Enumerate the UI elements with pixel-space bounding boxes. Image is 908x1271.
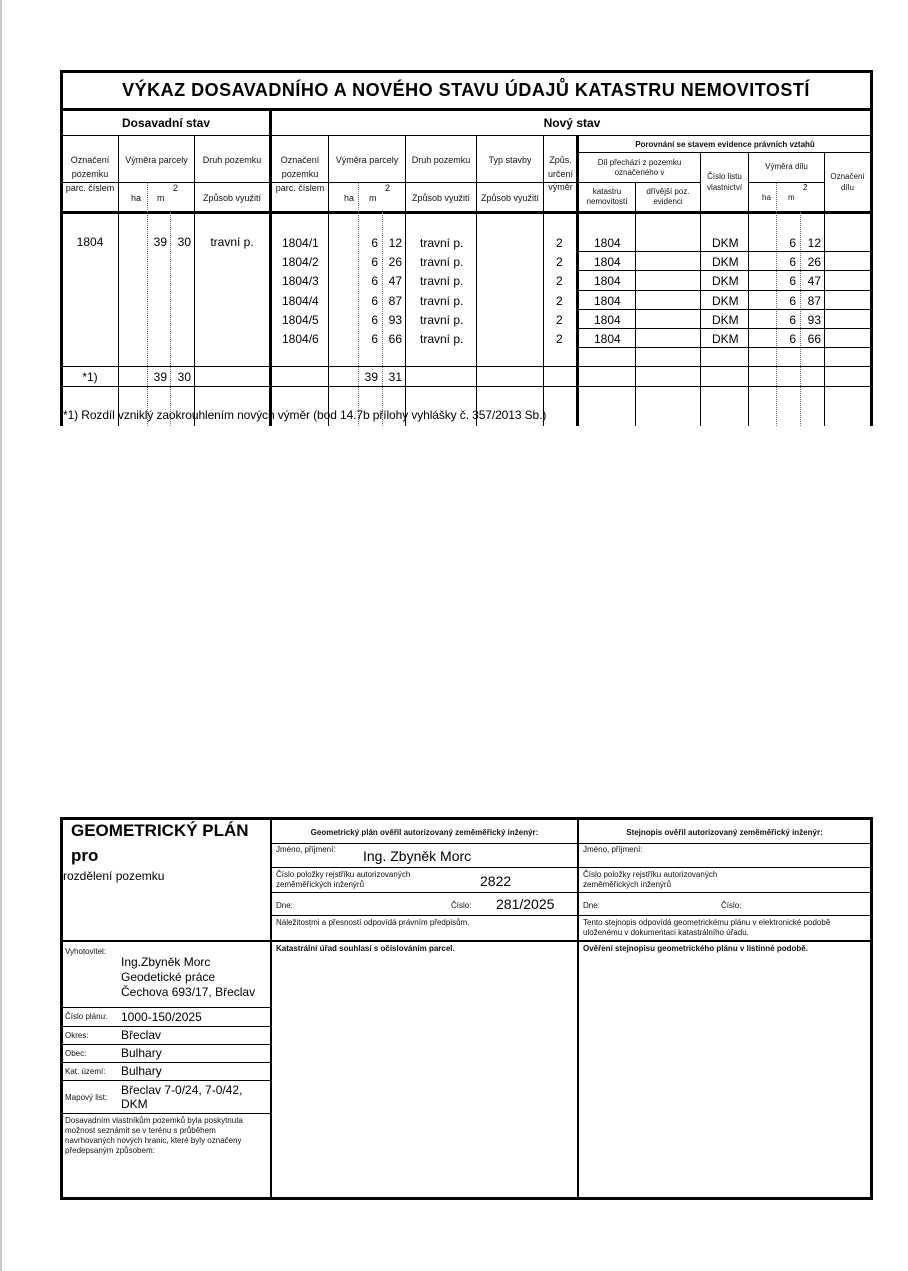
determination-method: 2 bbox=[556, 255, 563, 269]
header-pozemku: pozemku bbox=[281, 169, 319, 179]
verified-reg-label: Číslo položky rejstříku autorizovaných bbox=[276, 870, 411, 879]
header-vlastnictvi: vlastnictví bbox=[706, 183, 743, 192]
ownership-sheet: DKM bbox=[712, 274, 739, 288]
verified-heading: Geometrický plán ověřil autorizovaný zeměměřický inženýr: bbox=[310, 828, 539, 837]
map-sheet-value: Břeclav 7-0/24, 7-0/42, bbox=[121, 1083, 243, 1097]
cadastre-parcel: 1804 bbox=[594, 274, 621, 288]
cadastre-parcel: 1804 bbox=[594, 255, 621, 269]
cadastral-area-label: Kat. území: bbox=[65, 1067, 106, 1076]
col-line bbox=[118, 136, 119, 426]
col-line bbox=[194, 136, 195, 426]
row-divider bbox=[61, 1007, 270, 1008]
header-m: m bbox=[369, 193, 377, 203]
owners-notice: Dosavadním vlastníkům pozemků byla poskytnuta bbox=[65, 1116, 243, 1125]
copy-reg-label: Číslo položky rejstříku autorizovaných bbox=[583, 870, 718, 879]
land-type: travní p. bbox=[420, 255, 464, 269]
verified-number-value: 281/2025 bbox=[496, 896, 555, 912]
header-drivejsi: dřívější poz. bbox=[646, 187, 690, 196]
porovnani-label: Porovnání se stavem evidence právních vztahů bbox=[635, 140, 815, 149]
dosavadni-label: Dosavadní stav bbox=[121, 116, 211, 130]
header-vymer: výměr bbox=[548, 182, 573, 192]
header-oznaceni-dilu: Označení bbox=[830, 172, 865, 181]
plan-number-value: 1000-150/2025 bbox=[121, 1010, 202, 1024]
header-m: m bbox=[788, 193, 795, 202]
part-area-lo: 87 bbox=[807, 294, 821, 308]
subheader-divider-dil bbox=[577, 182, 700, 183]
ownership-sheet: DKM bbox=[712, 255, 739, 269]
area-lo: 12 bbox=[388, 236, 402, 250]
part-area-hi: 6 bbox=[789, 236, 796, 250]
copy-statement-2: uloženému v dokumentaci katastrálního úřadu. bbox=[583, 928, 749, 937]
col-line bbox=[476, 136, 477, 426]
plan-col-line bbox=[577, 817, 579, 1200]
ownership-sheet: DKM bbox=[712, 294, 739, 308]
old-parcel-m-lo: 30 bbox=[177, 235, 191, 249]
col-line bbox=[405, 136, 406, 426]
plan-title-pro: pro bbox=[71, 846, 99, 865]
determination-method: 2 bbox=[556, 274, 563, 288]
plan-border-bottom bbox=[60, 1197, 873, 1200]
header-vymera-dilu: Výměra dílu bbox=[765, 162, 808, 171]
copy-date-label: Dne: bbox=[583, 901, 600, 910]
row-divider bbox=[578, 892, 872, 893]
parcel-number: 1804/1 bbox=[282, 236, 319, 250]
page-edge bbox=[0, 0, 2, 1271]
district-value: Břeclav bbox=[121, 1028, 162, 1042]
row-divider bbox=[577, 270, 872, 271]
header-ha: ha bbox=[344, 193, 355, 203]
subheader-divider-vymera bbox=[748, 182, 824, 183]
area-lo: 47 bbox=[388, 274, 402, 288]
part-area-hi: 6 bbox=[789, 255, 796, 269]
old-parcel-m-hi: 39 bbox=[153, 235, 167, 249]
header-vymera: Výměra parcely bbox=[335, 155, 399, 165]
verified-reg-label-2: zeměměřických inženýrů bbox=[276, 880, 365, 889]
header-oznaceni: Označení bbox=[280, 155, 320, 165]
area-lo: 26 bbox=[388, 255, 402, 269]
table-border-top bbox=[60, 70, 873, 73]
part-area-lo: 26 bbox=[807, 255, 821, 269]
header-m: m bbox=[157, 193, 165, 203]
header-parc-cislem: parc. číslem bbox=[65, 183, 115, 193]
land-type: travní p. bbox=[420, 332, 464, 346]
parcel-number: 1804/5 bbox=[282, 313, 319, 327]
header-dil-prechazi: Díl přechází z pozemku bbox=[597, 158, 682, 167]
header-vymera: Výměra parcely bbox=[125, 155, 188, 165]
porovnani-divider bbox=[577, 152, 872, 153]
land-type: travní p. bbox=[420, 294, 464, 308]
cadastre-parcel: 1804 bbox=[594, 236, 621, 250]
area-lo: 87 bbox=[388, 294, 402, 308]
totals-label: *1) bbox=[82, 370, 98, 384]
cadastral-office-consent: Katastrální úřad souhlasí s očíslováním parcel. bbox=[276, 944, 455, 953]
author-name: Ing.Zbyněk Morc bbox=[121, 955, 211, 969]
row-divider bbox=[577, 251, 872, 252]
area-hi: 6 bbox=[371, 274, 378, 288]
plan-col-line bbox=[270, 817, 272, 1200]
area-lo: 93 bbox=[388, 313, 402, 327]
title-divider bbox=[60, 108, 873, 111]
header-zpusob: Způsob využití bbox=[411, 193, 471, 203]
part-area-hi: 6 bbox=[789, 313, 796, 327]
verified-number-label: Číslo: bbox=[451, 901, 472, 910]
parcel-number: 1804/4 bbox=[282, 294, 319, 308]
plan-mid-divider bbox=[60, 940, 873, 942]
copy-statement: Tento stejnopis odpovídá geometrickému plánu v elektronické podobě bbox=[583, 918, 831, 927]
owners-notice-2: možnost seznámit se v terénu s průběhem bbox=[65, 1126, 216, 1135]
copy-number-label: Číslo: bbox=[721, 901, 742, 910]
land-type: travní p. bbox=[420, 274, 464, 288]
cadastre-parcel: 1804 bbox=[594, 294, 621, 308]
verified-statement: Náležitostmi a přesností odpovídá právním předpisům. bbox=[276, 918, 470, 927]
determination-method: 2 bbox=[556, 313, 563, 327]
area-hi: 6 bbox=[371, 255, 378, 269]
copy-name-label: Jméno, příjmení: bbox=[583, 845, 643, 854]
footnote: *1) Rozdíl vzniklý zaokrouhlením nových výměr (bod 14.7b přílohy vyhlášky č. 357/2013 Sb.) bbox=[63, 408, 547, 422]
parcel-number: 1804/3 bbox=[282, 274, 319, 288]
header-cislo-listu: Číslo listu bbox=[707, 172, 742, 181]
copy-reg-label-2: zeměměřických inženýrů bbox=[583, 880, 672, 889]
header-druh: Druh pozemku bbox=[202, 155, 262, 165]
row-divider bbox=[577, 290, 872, 291]
verified-name-value: Ing. Zbyněk Morc bbox=[363, 848, 472, 864]
cadastral-area-value: Bulhary bbox=[121, 1064, 162, 1078]
author-address: Čechova 693/17, Břeclav bbox=[121, 985, 256, 999]
part-area-hi: 6 bbox=[789, 294, 796, 308]
header-katastru: katastru bbox=[592, 187, 622, 196]
row-divider bbox=[271, 915, 577, 916]
col-line bbox=[824, 152, 825, 426]
verified-date-label: Dne: bbox=[276, 901, 293, 910]
verified-name-label: Jméno, příjmení: bbox=[276, 845, 336, 854]
area-hi: 6 bbox=[371, 236, 378, 250]
header-pozemku: pozemku bbox=[71, 169, 109, 179]
map-sheet-value-2: DKM bbox=[121, 1097, 148, 1111]
copy-heading: Stejnopis ověřil autorizovaný zeměměřický inženýr: bbox=[626, 828, 823, 837]
totals-top-divider bbox=[60, 366, 873, 367]
part-area-lo: 47 bbox=[807, 274, 821, 288]
header-zpusob: Způsob využití bbox=[480, 193, 540, 203]
land-type: travní p. bbox=[420, 236, 464, 250]
row-divider bbox=[577, 309, 872, 310]
row-divider bbox=[61, 1044, 270, 1045]
row-divider bbox=[271, 867, 577, 868]
col-line bbox=[700, 152, 701, 426]
row-divider bbox=[61, 1113, 270, 1114]
owners-notice-4: předepsaným způsobem: bbox=[65, 1146, 155, 1155]
municipality-value: Bulhary bbox=[121, 1046, 162, 1060]
map-sheet-label: Mapový list: bbox=[65, 1093, 108, 1102]
header-sup2: 2 bbox=[803, 183, 808, 192]
header-oznaceneho: označeného v bbox=[614, 168, 665, 177]
totals-old-lo: 30 bbox=[177, 370, 191, 384]
part-area-lo: 66 bbox=[807, 332, 821, 346]
totals-old-hi: 39 bbox=[153, 370, 167, 384]
determination-method: 2 bbox=[556, 236, 563, 250]
novy-label: Nový stav bbox=[543, 116, 601, 130]
header-evidenci: evidenci bbox=[653, 197, 683, 206]
header-oznaceni: Označení bbox=[70, 155, 110, 165]
area-hi: 6 bbox=[371, 332, 378, 346]
header-dilu: dílu bbox=[841, 183, 854, 192]
header-ha: ha bbox=[131, 193, 142, 203]
row-divider bbox=[61, 1062, 270, 1063]
row-divider bbox=[577, 347, 872, 348]
row-divider bbox=[578, 843, 872, 844]
area-lo: 66 bbox=[388, 332, 402, 346]
row-divider bbox=[578, 915, 872, 916]
plan-number-label: Číslo plánu: bbox=[65, 1012, 108, 1021]
area-hi: 6 bbox=[371, 294, 378, 308]
totals-bottom-divider bbox=[60, 386, 873, 387]
row-divider bbox=[271, 843, 577, 844]
parcel-number: 1804/2 bbox=[282, 255, 319, 269]
header-urceni: určení bbox=[547, 169, 573, 179]
totals-new-lo: 31 bbox=[388, 370, 402, 384]
part-area-lo: 93 bbox=[807, 313, 821, 327]
plan-border-right bbox=[870, 817, 873, 1200]
determination-method: 2 bbox=[556, 332, 563, 346]
section-divider bbox=[60, 135, 873, 136]
old-parcel-number: 1804 bbox=[76, 235, 104, 249]
old-parcel-druh: travní p. bbox=[210, 235, 254, 249]
ownership-sheet: DKM bbox=[712, 236, 739, 250]
plan-title: GEOMETRICKÝ PLÁN bbox=[71, 821, 249, 840]
author-label: Vyhotovitel: bbox=[65, 947, 107, 956]
header-zpusob: Způsob využití bbox=[202, 193, 262, 203]
col-line bbox=[328, 136, 329, 426]
row-divider bbox=[61, 1026, 270, 1027]
land-type: travní p. bbox=[420, 313, 464, 327]
cadastre-parcel: 1804 bbox=[594, 332, 621, 346]
author-company: Geodetické práce bbox=[121, 970, 216, 984]
header-nemovitosti: nemovitostí bbox=[586, 197, 628, 206]
parcel-number: 1804/6 bbox=[282, 332, 319, 346]
header-typ-stavby: Typ stavby bbox=[488, 155, 532, 165]
col-line bbox=[635, 182, 636, 426]
part-area-hi: 6 bbox=[789, 332, 796, 346]
col-line bbox=[748, 152, 749, 426]
part-area-lo: 12 bbox=[807, 236, 821, 250]
paper-copy-verification: Ověření stejnopisu geometrického plánu v listinné podobě. bbox=[583, 944, 808, 953]
determination-method: 2 bbox=[556, 294, 563, 308]
cadastre-parcel: 1804 bbox=[594, 313, 621, 327]
plan-border-top bbox=[60, 817, 873, 820]
row-divider bbox=[271, 892, 577, 893]
district-label: Okres: bbox=[65, 1031, 89, 1040]
row-divider bbox=[578, 867, 872, 868]
verified-reg-value: 2822 bbox=[480, 873, 512, 889]
area-hi: 6 bbox=[371, 313, 378, 327]
header-bottom bbox=[60, 211, 873, 214]
row-divider bbox=[577, 328, 872, 329]
ownership-sheet: DKM bbox=[712, 313, 739, 327]
header-ha: ha bbox=[762, 193, 771, 202]
plan-purpose: rozdělení pozemku bbox=[63, 869, 165, 883]
header-druh: Druh pozemku bbox=[411, 155, 471, 165]
dotted-separator bbox=[147, 183, 148, 426]
row-divider bbox=[61, 1080, 270, 1081]
header-zpus: Způs. bbox=[549, 155, 572, 165]
header-sup2: 2 bbox=[385, 183, 391, 193]
municipality-label: Obec: bbox=[65, 1049, 87, 1058]
header-sup2: 2 bbox=[173, 183, 179, 193]
part-area-hi: 6 bbox=[789, 274, 796, 288]
vykaz-title: VÝKAZ DOSAVADNÍHO A NOVÉHO STAVU ÚDAJŮ KATASTRU NEMOVITOSTÍ bbox=[122, 80, 810, 100]
totals-new-hi: 39 bbox=[364, 370, 378, 384]
owners-notice-3: navrhovaných nových hranic, které byly označeny bbox=[65, 1136, 242, 1145]
header-parc-cislem: parc. číslem bbox=[275, 183, 325, 193]
ownership-sheet: DKM bbox=[712, 332, 739, 346]
